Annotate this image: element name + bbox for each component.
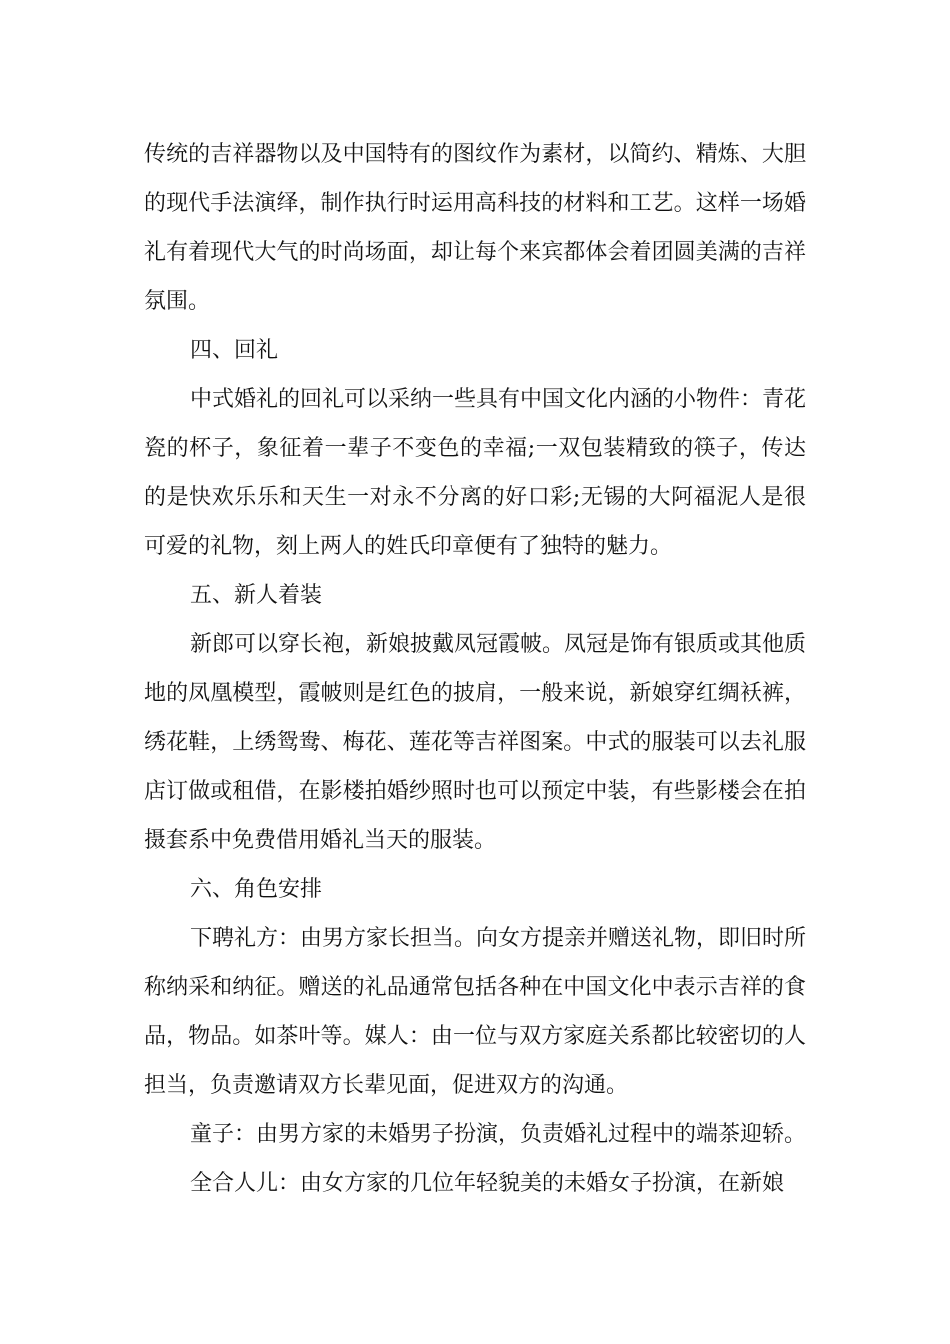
paragraph-roles-bridesmaids: 全合人儿：由女方家的几位年轻貌美的未婚女子扮演，在新娘 bbox=[190, 1171, 785, 1196]
paragraph-roles-betrothal: 下聘礼方：由男方家长担当。向女方提亲并赠送礼物，即旧时所称纳采和纳征。赠送的礼品通常包括各种在中国文化中表示吉祥的食品，物品。如茶叶等。媒人：由一位与双方家庭关系都比较密切的人担当，负责邀请双方长辈见面，促进双方的沟通。 bbox=[144, 926, 807, 1098]
section-heading-attire: 五、新人着装 bbox=[190, 583, 323, 608]
section-heading-roles: 六、角色安排 bbox=[190, 877, 323, 902]
paragraph-continuation: 传统的吉祥器物以及中国特有的图纹作为素材，以简约、精炼、大胆的现代手法演绎，制作执行时运用高科技的材料和工艺。这样一场婚礼有着现代大气的时尚场面，却让每个来宾都体会着团圆美满的吉祥氛围。 bbox=[144, 142, 806, 314]
paragraph-roles-page-boy: 童子：由男方家的未婚男子扮演，负责婚礼过程中的端茶迎轿。 bbox=[190, 1122, 807, 1147]
section-heading-return-gifts: 四、回礼 bbox=[190, 338, 279, 363]
paragraph-attire: 新郎可以穿长袍，新娘披戴凤冠霞帔。凤冠是饰有银质或其他质地的凤凰模型，霞帔则是红色的披肩，一般来说，新娘穿红绸袄裤，绣花鞋，上绣鸳鸯、梅花、莲花等吉祥图案。中式的服装可以去礼服店订做或租借，在影楼拍婚纱照时也可以预定中装，有些影楼会在拍摄套系中免费借用婚礼当天的服装。 bbox=[144, 632, 807, 853]
paragraph-return-gifts: 中式婚礼的回礼可以采纳一些具有中国文化内涵的小物件：青花瓷的杯子，象征着一辈子不变色的幸福;一双包装精致的筷子，传达的是快欢乐乐和天生一对永不分离的好口彩;无锡的大阿福泥人是很可爱的礼物，刻上两人的姓氏印章便有了独特的魅力。 bbox=[144, 387, 807, 559]
